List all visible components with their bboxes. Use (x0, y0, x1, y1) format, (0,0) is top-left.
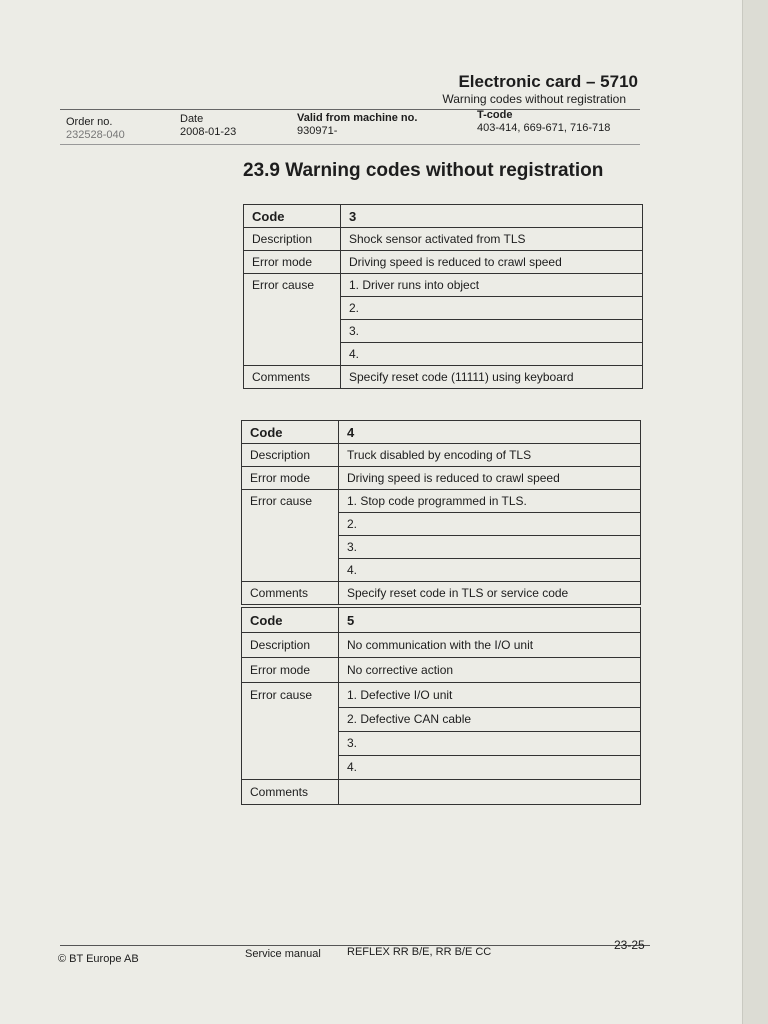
warning-table-code-4 (241, 420, 641, 605)
page-number: 23-25 (614, 938, 645, 952)
table-row (242, 731, 641, 755)
error-mode-label: Error mode (242, 658, 339, 683)
code-label: Code (244, 205, 341, 228)
error-cause-value: 4. (339, 755, 641, 780)
table-row (242, 490, 641, 513)
page-edge (742, 0, 768, 1024)
error-cause-value: 1. Defective I/O unit (339, 683, 641, 708)
meta-tcode (477, 109, 610, 135)
error-cause-value: 4. (339, 559, 641, 582)
meta-order (66, 116, 125, 142)
error-mode-value: No corrective action (339, 658, 641, 683)
meta-date-value: 2008-01-23 (180, 126, 237, 138)
error-mode-label: Error mode (244, 251, 341, 274)
meta-tcode-label: T-code (477, 109, 513, 121)
comments-label: Comments (244, 366, 341, 389)
table-row (244, 366, 643, 389)
footer-models: REFLEX RR B/E, RR B/E CC (347, 946, 492, 958)
table-row (242, 633, 641, 658)
table-row (242, 658, 641, 683)
table-row (244, 205, 643, 228)
table-row (244, 320, 643, 343)
comments-value (339, 780, 641, 805)
error-cause-value: 1. Driver runs into object (341, 274, 643, 297)
error-mode-label: Error mode (242, 467, 339, 490)
footer-copyright: © BT Europe AB (58, 953, 139, 965)
error-cause-label: Error cause (244, 274, 341, 297)
table-row (242, 683, 641, 708)
error-cause-label: Error cause (242, 683, 339, 708)
section-title: 23.9 Warning codes without registration (243, 160, 604, 181)
table-row (244, 251, 643, 274)
table-row (242, 421, 641, 444)
table-row (242, 559, 641, 582)
comments-value: Specify reset code (11111) using keyboard (341, 366, 643, 389)
error-mode-value: Driving speed is reduced to crawl speed (341, 251, 643, 274)
document-title: Electronic card – 5710 (458, 72, 638, 91)
table-row (242, 707, 641, 731)
document-subtitle: Warning codes without registration (442, 92, 626, 106)
footer-manual: Service manual (245, 948, 321, 960)
error-cause-value: 2. (341, 297, 643, 320)
meta-machine-label: Valid from machine no. (297, 112, 418, 124)
comments-label: Comments (242, 780, 339, 805)
meta-tcode-value: 403-414, 669-671, 716-718 (477, 122, 611, 134)
meta-order-value: 232528-040 (66, 129, 125, 141)
table-row (244, 228, 643, 251)
code-value: 3 (341, 205, 643, 228)
description-label: Description (244, 228, 341, 251)
table-row (242, 536, 641, 559)
error-cause-value: 3. (339, 731, 641, 755)
description-value: Truck disabled by encoding of TLS (339, 444, 641, 467)
table-row (242, 444, 641, 467)
table-row (244, 297, 643, 320)
error-cause-value: 2. (339, 513, 641, 536)
error-cause-value: 1. Stop code programmed in TLS. (339, 490, 641, 513)
code-label: Code (242, 421, 339, 444)
code-value: 4 (339, 421, 641, 444)
table-row (244, 343, 643, 366)
comments-value: Specify reset code in TLS or service code (339, 582, 641, 605)
table-row (242, 582, 641, 605)
table-row (242, 755, 641, 780)
error-cause-value: 2. Defective CAN cable (339, 707, 641, 731)
error-cause-value: 3. (341, 320, 643, 343)
description-label: Description (242, 444, 339, 467)
table-row (242, 513, 641, 536)
comments-label: Comments (242, 582, 339, 605)
error-cause-label: Error cause (242, 490, 339, 513)
warning-table-code-3 (243, 204, 643, 389)
code-label: Code (242, 608, 339, 633)
meta-date-label: Date (180, 113, 204, 125)
error-cause-value: 4. (341, 343, 643, 366)
error-mode-value: Driving speed is reduced to crawl speed (339, 467, 641, 490)
error-cause-value: 3. (339, 536, 641, 559)
table-row (244, 274, 643, 297)
meta-order-label: Order no. (66, 116, 113, 128)
description-label: Description (242, 633, 339, 658)
table-row (242, 608, 641, 633)
table-row (242, 780, 641, 805)
meta-divider (60, 144, 640, 145)
description-value: Shock sensor activated from TLS (341, 228, 643, 251)
table-row (242, 467, 641, 490)
meta-date (180, 113, 236, 139)
warning-table-code-5 (241, 607, 641, 805)
meta-machine (297, 112, 417, 138)
description-value: No communication with the I/O unit (339, 633, 641, 658)
meta-machine-value: 930971- (297, 125, 338, 137)
code-value: 5 (339, 608, 641, 633)
